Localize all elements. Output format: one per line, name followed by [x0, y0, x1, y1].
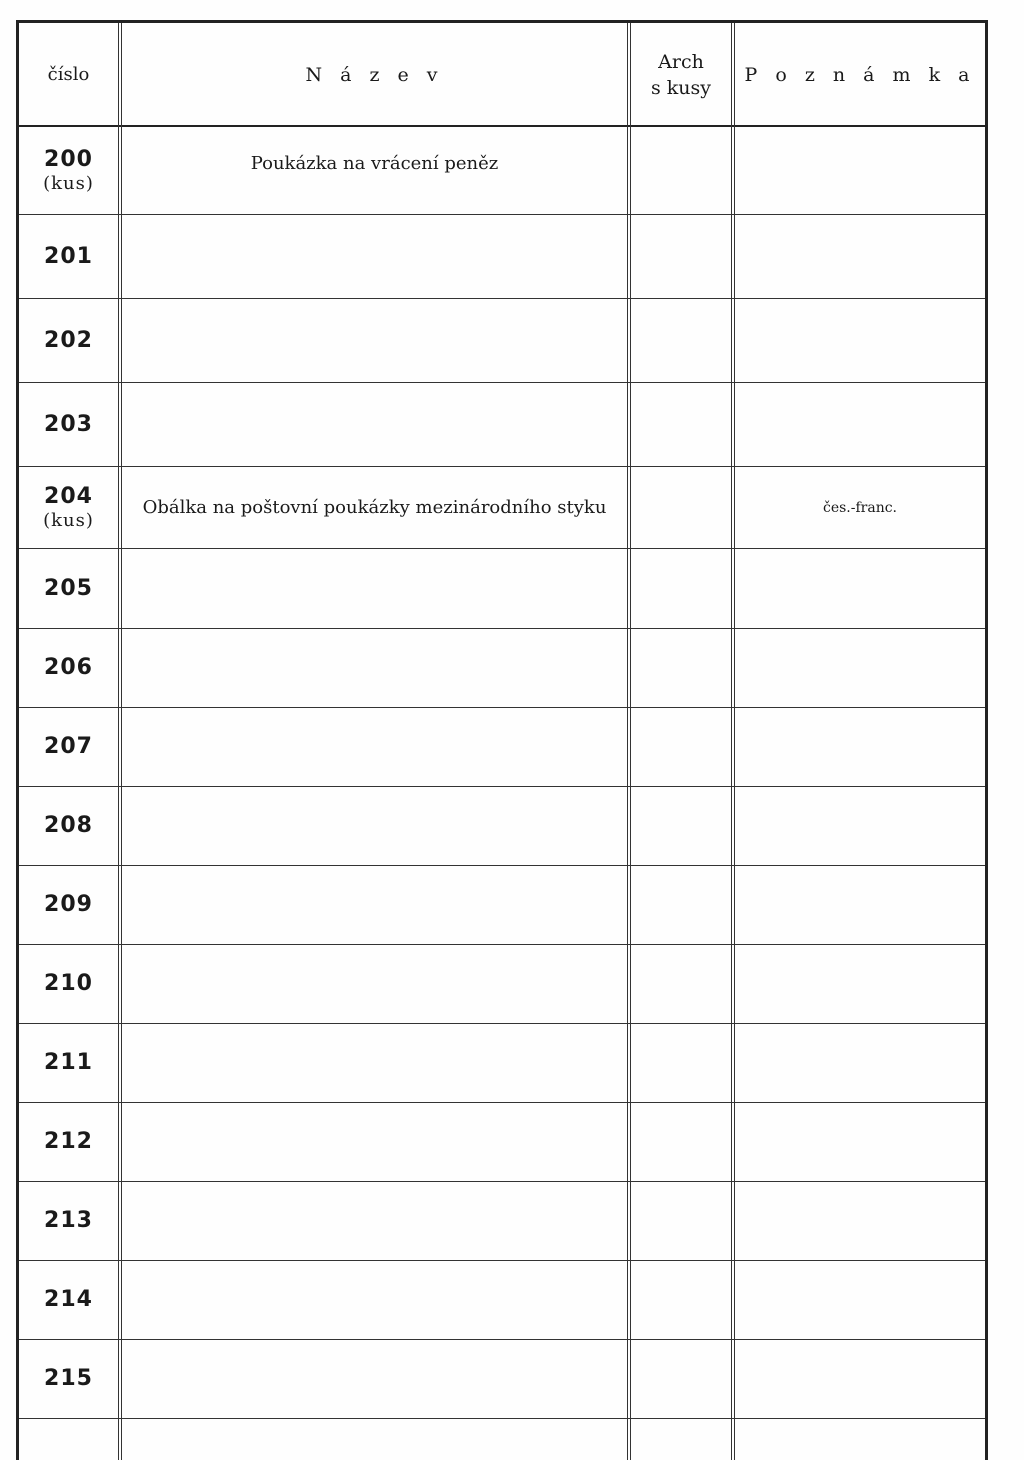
table-row	[19, 708, 985, 787]
table-row	[19, 787, 985, 866]
row-number-cell	[19, 629, 118, 707]
row-number-cell	[19, 1103, 118, 1181]
table-row	[19, 1340, 985, 1419]
table-row	[19, 1103, 985, 1182]
row-number: 205	[44, 575, 93, 601]
row-name	[122, 299, 627, 382]
row-name: Obálka na poštovní poukázky mezinárodního styku	[142, 497, 607, 518]
row-note	[735, 1261, 985, 1339]
header-arch-line2: s kusy	[650, 77, 712, 99]
row-number-cell	[19, 383, 118, 466]
row-number: 201	[44, 243, 93, 269]
header-cislo: číslo	[47, 64, 90, 85]
row-number-cell	[19, 787, 118, 865]
row-name: Poukázka na vrácení peněz	[250, 153, 499, 174]
row-name	[122, 549, 627, 628]
row-number: 202	[44, 327, 93, 353]
row-number-cell	[19, 1261, 118, 1339]
row-number: 206	[44, 655, 93, 680]
row-number: 208	[44, 813, 93, 838]
row-note	[735, 127, 985, 214]
row-name	[122, 866, 627, 944]
header-arch-line1: Arch	[658, 51, 704, 73]
row-name	[122, 629, 627, 707]
row-number: 212	[44, 1129, 93, 1154]
row-number: 200	[44, 146, 93, 172]
row-note	[735, 1340, 985, 1418]
row-number-cell	[19, 1024, 118, 1102]
header-nazev: N á z e v	[305, 64, 444, 86]
column-separator	[118, 23, 122, 1460]
table-row	[19, 629, 985, 708]
row-number: 203	[44, 411, 93, 437]
row-note	[735, 383, 985, 466]
table-row	[19, 383, 985, 467]
row-name	[122, 1024, 627, 1102]
row-name	[122, 945, 627, 1023]
row-number: 210	[44, 971, 93, 996]
row-number-cell	[19, 467, 118, 548]
row-note	[735, 1103, 985, 1181]
column-separator	[627, 23, 631, 1460]
row-name	[122, 215, 627, 298]
stationery-table	[19, 23, 985, 1460]
table-row	[19, 549, 985, 629]
row-note	[735, 866, 985, 944]
row-number: 211	[44, 1050, 93, 1075]
row-name	[122, 1182, 627, 1260]
row-number-cell	[19, 549, 118, 628]
row-name	[122, 708, 627, 786]
table-header	[19, 23, 985, 127]
row-number-cell	[19, 1182, 118, 1260]
row-number: 213	[44, 1208, 93, 1233]
row-note	[735, 549, 985, 628]
row-note	[735, 787, 985, 865]
table-row	[19, 299, 985, 383]
column-separator	[731, 23, 735, 1460]
table-row	[19, 866, 985, 945]
table-row	[19, 215, 985, 299]
row-note	[735, 299, 985, 382]
table-row	[19, 1024, 985, 1103]
row-number-cell	[19, 945, 118, 1023]
row-name	[122, 383, 627, 466]
table-row	[19, 945, 985, 1024]
table-row	[19, 1261, 985, 1340]
header-arch	[631, 23, 731, 127]
row-number: 215	[44, 1366, 93, 1391]
row-note: čes.-franc.	[822, 499, 898, 516]
row-number: 204	[44, 483, 93, 509]
table-row	[19, 127, 985, 215]
row-number: 209	[44, 892, 93, 917]
row-number-cell	[19, 215, 118, 298]
header-poznamka: P o z n á m k a	[744, 64, 976, 86]
row-note	[735, 1024, 985, 1102]
row-number-cell	[19, 127, 118, 214]
row-name	[122, 787, 627, 865]
row-number-cell	[19, 299, 118, 382]
row-note	[735, 215, 985, 298]
row-unit: (kus)	[43, 172, 94, 194]
row-note	[735, 1182, 985, 1260]
row-note	[735, 629, 985, 707]
row-number: 214	[44, 1287, 93, 1312]
row-note	[735, 708, 985, 786]
row-number-cell	[19, 866, 118, 944]
row-number-cell	[19, 1340, 118, 1418]
row-name	[122, 1261, 627, 1339]
row-note	[735, 945, 985, 1023]
row-number-cell	[19, 708, 118, 786]
table-row	[19, 1182, 985, 1261]
row-name	[122, 1103, 627, 1181]
row-name	[122, 1340, 627, 1418]
row-unit: (kus)	[43, 509, 94, 531]
table-row	[19, 467, 985, 549]
row-number: 207	[44, 734, 93, 759]
